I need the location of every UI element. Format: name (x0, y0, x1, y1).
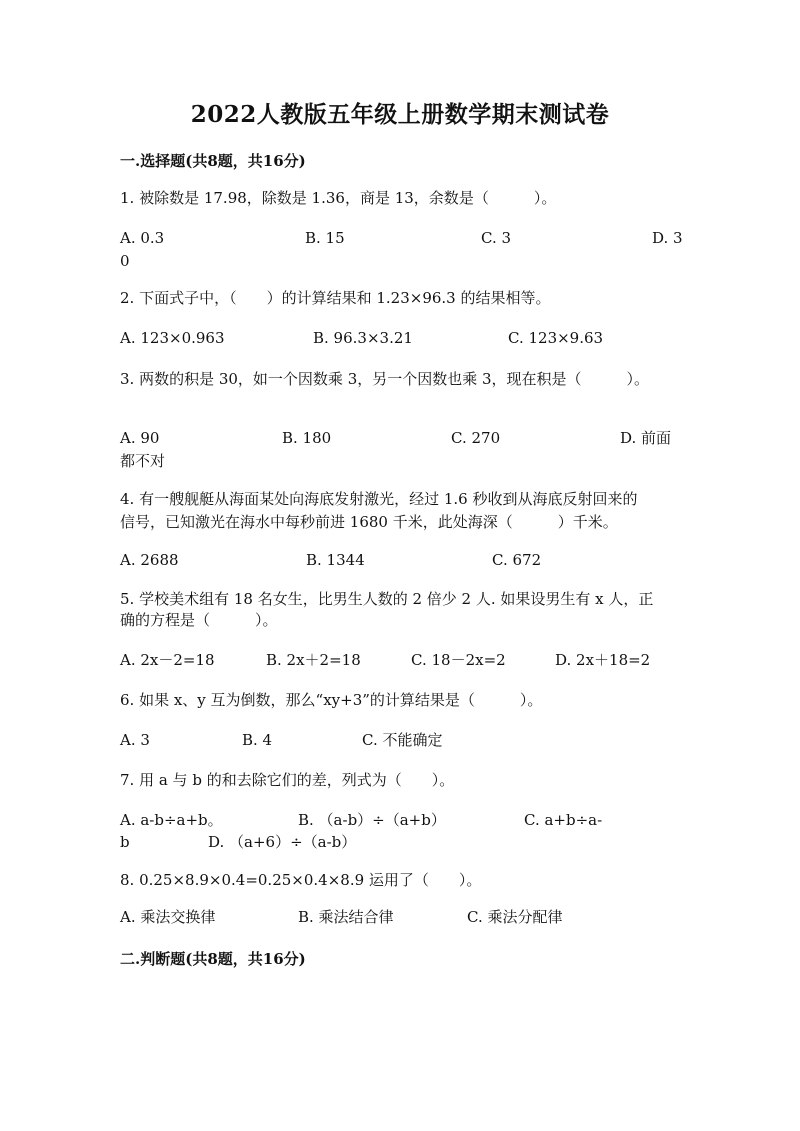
option-d: D. 3 (652, 229, 683, 247)
option-c: C. 672 (492, 551, 542, 569)
question-8-options (120, 905, 690, 929)
option-c: C. 18－2x=2 (411, 651, 506, 669)
option-d-continued: 0 (120, 252, 130, 270)
question-5-options (120, 648, 690, 672)
option-a: A. 乘法交换律 (120, 908, 216, 926)
option-b: B. 15 (305, 229, 345, 247)
section-heading-judgement: 二.判断题(共8题，共16分) (120, 950, 306, 968)
question-3-options (120, 426, 690, 450)
option-b: B. 1344 (306, 551, 365, 569)
option-a: A. 2x－2=18 (120, 651, 215, 669)
option-c: C. 乘法分配律 (467, 908, 563, 926)
question-6: 6. 如果 x、y 互为倒数，那么“xy+3”的计算结果是（ ）。 (120, 691, 543, 709)
question-6-options (120, 728, 690, 752)
option-c: C. 123×9.63 (508, 329, 604, 347)
option-c: C. 3 (481, 229, 512, 247)
option-d: D. （a+6）÷（a-b） (208, 833, 357, 851)
question-3: 3. 两数的积是 30，如一个因数乘 3，另一个因数也乘 3，现在积是（ ）。 (120, 370, 650, 388)
option-d: D. 2x＋18=2 (555, 651, 651, 669)
question-1: 1. 被除数是 17.98，除数是 1.36，商是 13，余数是（ ）。 (120, 189, 557, 207)
option-b: B. 2x＋2=18 (266, 651, 361, 669)
option-c-continued: b (120, 833, 130, 851)
page-title: 2022人教版五年级上册数学期末测试卷 (190, 101, 610, 128)
option-b: B. 4 (242, 731, 273, 749)
option-d: D. 前面 (620, 429, 672, 447)
question-4-line-1: 4. 有一艘舰艇从海面某处向海底发射激光，经过 1.6 秒收到从海底反射回来的 (120, 490, 638, 508)
option-b: B. 96.3×3.21 (313, 329, 413, 347)
option-b: B. 180 (282, 429, 332, 447)
question-7-options-line-2 (120, 830, 690, 854)
option-a: A. 123×0.963 (120, 329, 225, 347)
question-2-options (120, 326, 690, 350)
option-c: C. a+b÷a- (524, 811, 603, 829)
question-1-options (120, 226, 690, 250)
question-7: 7. 用 a 与 b 的和去除它们的差，列式为（ ）。 (120, 771, 455, 789)
question-5-line-2: 确的方程是（ ）。 (120, 611, 278, 629)
question-4-line-2: 信号，已知激光在海水中每秒前进 1680 千米，此处海深（ ）千米。 (120, 513, 618, 531)
option-b: B. 乘法结合律 (298, 908, 394, 926)
option-a: A. a-b÷a+b。 (120, 811, 223, 829)
option-a: A. 2688 (120, 551, 179, 569)
question-7-options (120, 808, 690, 832)
option-a: A. 0.3 (120, 229, 165, 247)
question-5-line-1: 5. 学校美术组有 18 名女生，比男生人数的 2 倍少 2 人. 如果设男生有 x 人，正 (120, 590, 654, 608)
option-c: C. 不能确定 (362, 731, 443, 749)
option-a: A. 3 (120, 731, 150, 749)
question-8: 8. 0.25×8.9×0.4=0.25×0.4×8.9 运用了（ ）。 (120, 871, 482, 889)
option-b: B. （a-b）÷（a+b） (298, 811, 446, 829)
option-d-continued: 都不对 (120, 452, 166, 470)
option-c: C. 270 (451, 429, 501, 447)
question-2: 2. 下面式子中，（ ）的计算结果和 1.23×96.3 的结果相等。 (120, 289, 551, 307)
question-4-options (120, 548, 690, 572)
option-a: A. 90 (120, 429, 160, 447)
section-heading-choice: 一.选择题(共8题，共16分) (120, 152, 306, 170)
